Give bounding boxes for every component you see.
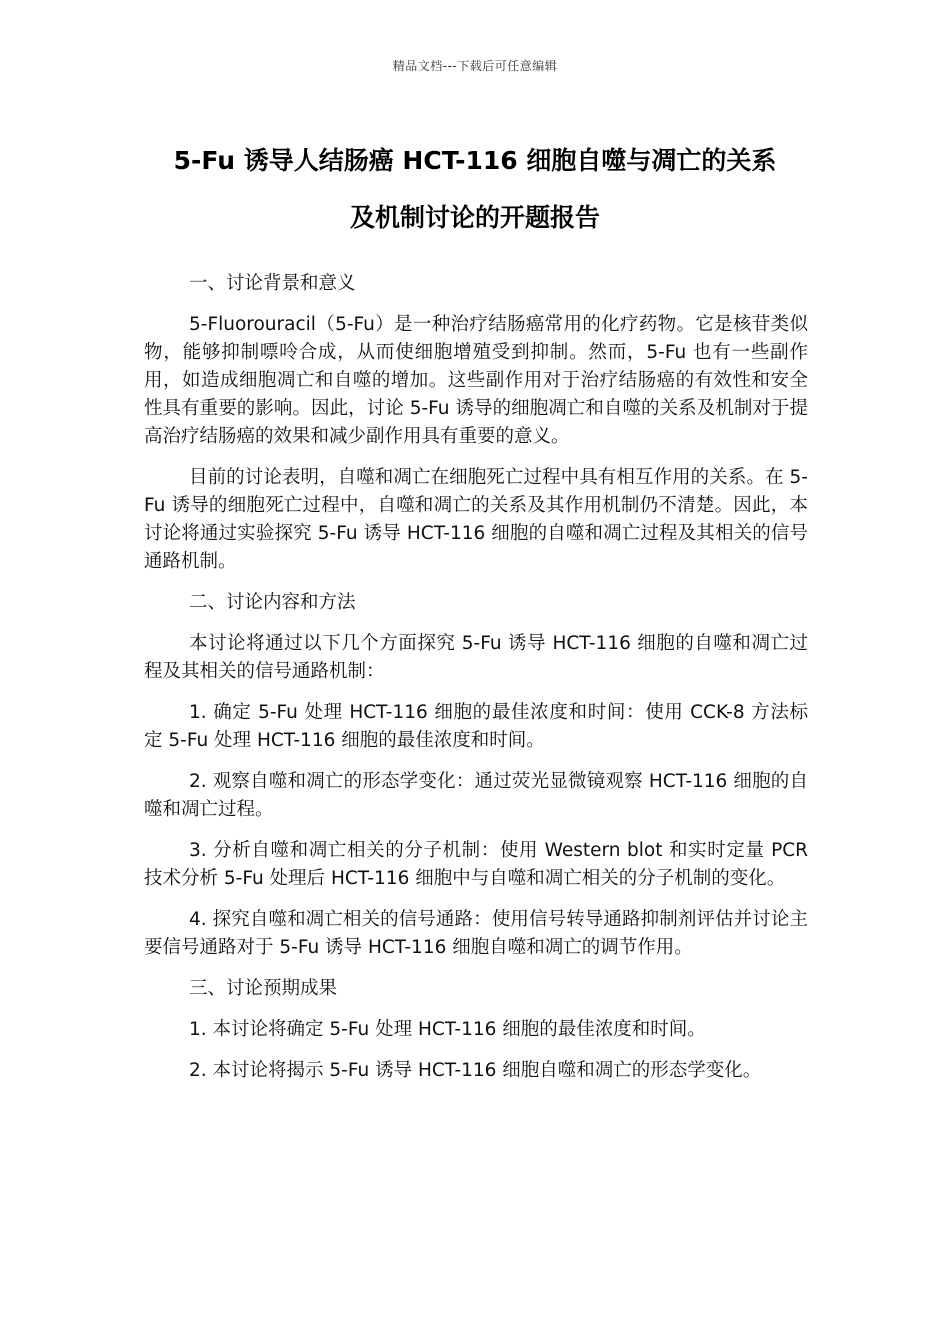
method-item-1: 1. 确定 5-Fu 处理 HCT-116 细胞的最佳浓度和时间：使用 CCK-8 方法标定 5-Fu 处理 HCT-116 细胞的最佳浓度和时间。 xyxy=(144,702,808,751)
title-line-2: 及机制讨论的开题报告 xyxy=(349,203,600,232)
paragraph-background-2: 目前的讨论表明，自噬和凋亡在细胞死亡过程中具有相互作用的关系。在 5-Fu 诱导的细胞死亡过程中，自噬和凋亡的关系及其作用机制仍不清楚。因此，本讨论将通过实验探究 5-Fu 诱导 HCT-116 细胞的自噬和凋亡过程及其相关的信号通路机制。 xyxy=(144,467,808,572)
method-item-2: 2. 观察自噬和凋亡的形态学变化：通过荧光显微镜观察 HCT-116 细胞的自噬和凋亡过程。 xyxy=(144,771,808,820)
method-item-3: 3. 分析自噬和凋亡相关的分子机制：使用 Western blot 和实时定量 PCR 技术分析 5-Fu 处理后 HCT-116 细胞中与自噬和凋亡相关的分子机制的变化。 xyxy=(144,840,808,889)
document-title xyxy=(130,132,820,246)
section-heading-background: 一、讨论背景和意义 xyxy=(189,273,356,294)
outcome-item-1: 1. 本讨论将确定 5-Fu 处理 HCT-116 细胞的最佳浓度和时间。 xyxy=(189,1019,706,1040)
document-body xyxy=(144,270,808,1098)
method-item-4: 4. 探究自噬和凋亡相关的信号通路：使用信号转导通路抑制剂评估并讨论主要信号通路对于 5-Fu 诱导 HCT-116 细胞自噬和凋亡的调节作用。 xyxy=(144,909,808,958)
outcome-item-2: 2. 本讨论将揭示 5-Fu 诱导 HCT-116 细胞自噬和凋亡的形态学变化。 xyxy=(189,1060,762,1081)
section-heading-outcomes: 三、讨论预期成果 xyxy=(189,978,338,999)
paragraph-background-1: 5-Fluorouracil（5-Fu）是一种治疗结肠癌常用的化疗药物。它是核苷类似物，能够抑制嘌呤合成，从而使细胞增殖受到抑制。然而，5-Fu 也有一些副作用，如造成细胞凋亡和自噬的增加。这些副作用对于治疗结肠癌的有效性和安全性具有重要的影响。因此，讨论 5-Fu 诱导的细胞凋亡和自噬的关系及机制对于提高治疗结肠癌的效果和减少副作用具有重要的意义。 xyxy=(144,314,808,447)
section-heading-methods: 二、讨论内容和方法 xyxy=(189,592,356,613)
paragraph-methods-intro: 本讨论将通过以下几个方面探究 5-Fu 诱导 HCT-116 细胞的自噬和凋亡过程及其相关的信号通路机制： xyxy=(144,633,808,682)
title-line-1: 5-Fu 诱导人结肠癌 HCT-116 细胞自噬与凋亡的关系 xyxy=(173,146,777,175)
header-note: 精品文档---下载后可任意编辑 xyxy=(392,59,558,73)
